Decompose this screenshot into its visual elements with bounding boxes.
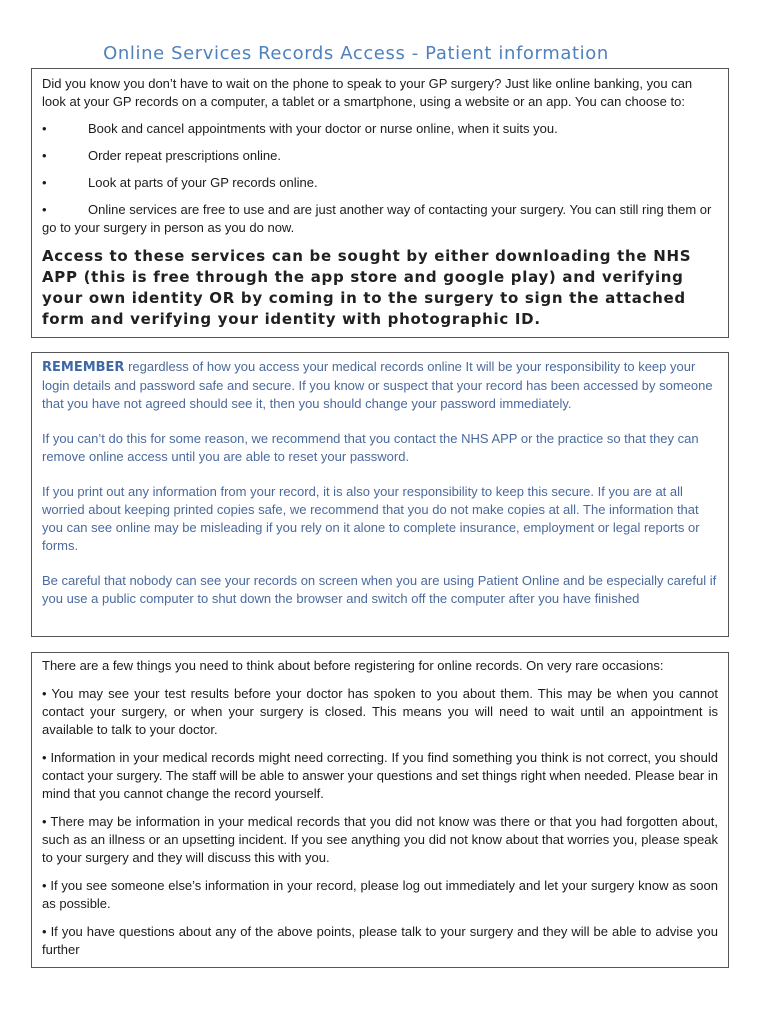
list-item: • There may be information in your medical records that you did not know was there or that you had forgotten about, such as an illness or an upsetting incident. If you see anything you did not know about that worries you, please speak to your surgery and they will discuss this with you. [42,814,718,865]
bullet-text: Look at parts of your GP records online. [88,175,318,190]
considerations-box [31,652,729,968]
list-item: • If you see someone else’s information in your record, please log out immediately and let your surgery know as soon as possible. [42,878,718,911]
considerations-intro: There are a few things you need to think about before registering for online records. On very rare occasions: [42,658,664,673]
online-services-box [31,68,729,338]
remember-box [31,352,729,637]
access-paragraph: Access to these services can be sought by either downloading the NHS APP (this is free through the app store and google play) and verifying your own identity OR by coming in to the surgery to sign the attached form and verifying your identity with photographic ID. [42,247,692,328]
remember-label: REMEMBER [42,360,125,375]
bullet-icon: • [42,175,47,190]
printing-paragraph: If you print out any information from your record, it is also your responsibility to keep this secure. If you are at all worried about keeping printed copies safe, we recommend that you do not make copies at all. The information that you can see online may be misleading if you rely on it alone to complete insurance, employment or legal reports or forms. [42,484,700,553]
bullet-text: Online services are free to use and are just another way of contacting your surgery. You can still ring them or go to your surgery in person as you do now. [42,202,712,235]
bullet-icon: • [42,202,47,217]
bullet-icon: • [42,148,47,163]
list-item [42,201,718,237]
bullet-icon: • [42,121,47,136]
reset-password-paragraph: If you can’t do this for some reason, we recommend that you contact the NHS APP or the practice so that they can remove online access until you are able to reset your password. [42,431,699,464]
list-item: • You may see your test results before your doctor has spoken to you about them. This may be when you cannot contact your surgery, or when your surgery is closed. This means you will need to wait until an appointment is available to talk to your doctor. [42,686,718,737]
bullet-text: Book and cancel appointments with your doctor or nurse online, when it suits you. [88,121,558,136]
list-item: • If you have questions about any of the above points, please talk to your surgery and they will be able to advise you further [42,924,718,957]
bullet-text: Order repeat prescriptions online. [88,148,281,163]
list-item [42,120,718,138]
list-item [42,174,718,192]
list-item [42,147,718,165]
remember-text: regardless of how you access your medical records online It will be your responsibility to keep your login details and password safe and secure. If you know or suspect that your record has been accessed by someone that you have not agreed should see it, then you should change your password immediately. [42,359,713,411]
list-item: • Information in your medical records might need correcting. If you find something you think is not correct, you should contact your surgery. The staff will be able to answer your questions and set things right when needed. Please bear in mind that you cannot change the record yourself. [42,750,718,801]
public-computer-paragraph: Be careful that nobody can see your records on screen when you are using Patient Online and be especially careful if you use a public computer to shut down the browser and switch off the computer after you have finished [42,573,717,606]
remember-paragraph [42,358,718,413]
intro-paragraph: Did you know you don’t have to wait on the phone to speak to your GP surgery? Just like online banking, you can look at your GP records on a computer, a tablet or a smartphone, using a website or an app. You can choose to: [42,76,693,109]
page-title: Online Services Records Access - Patient information [103,43,609,64]
